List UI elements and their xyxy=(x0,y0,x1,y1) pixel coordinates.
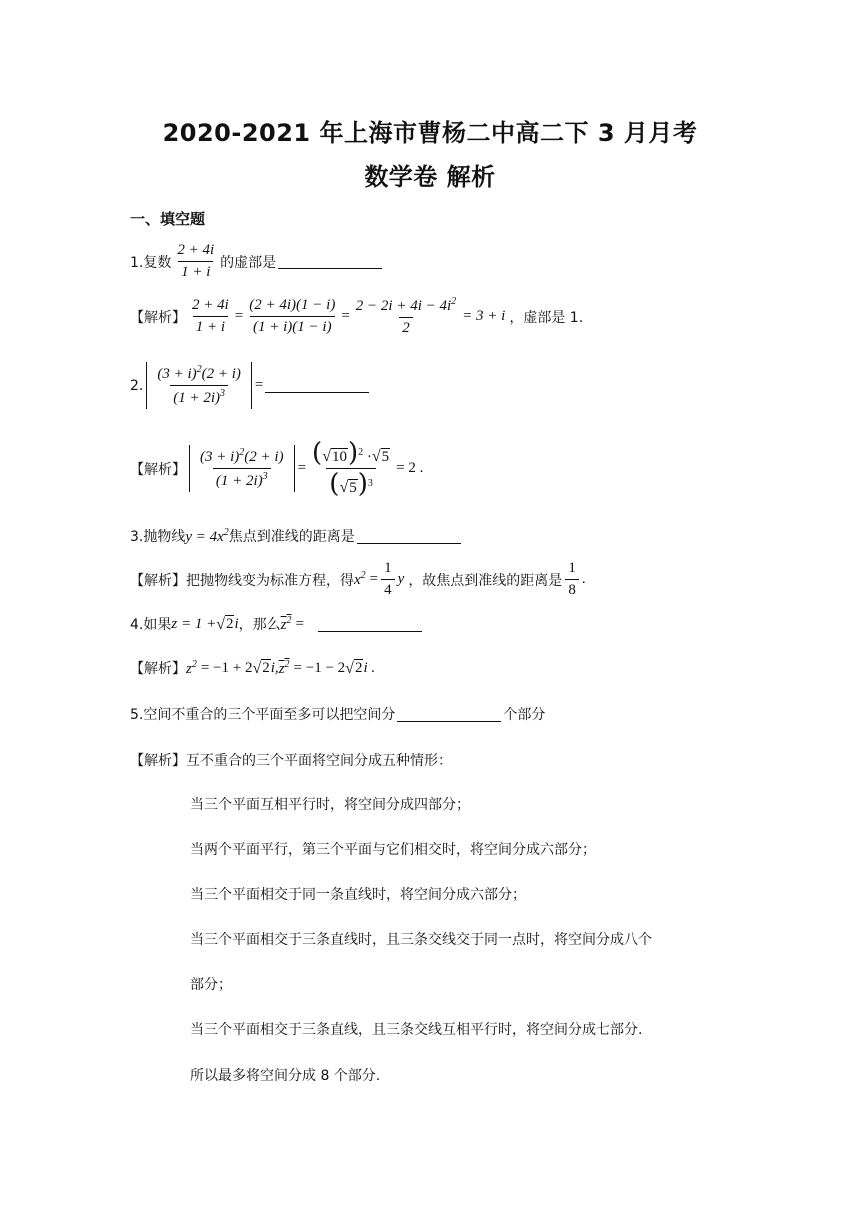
q2-sol-result: = 2 . xyxy=(396,460,424,476)
q3-sol-ans-num: 1 xyxy=(568,560,576,576)
q5-sol-intro: 互不重合的三个平面将空间分成五种情形： xyxy=(186,753,452,769)
q1-sol-frac-3 xyxy=(353,296,459,337)
q2-abs-value xyxy=(146,362,252,409)
q2-sol-rad-5: 5 xyxy=(381,448,390,465)
solution-tag: 【解析】 xyxy=(130,753,186,769)
question-1 xyxy=(130,242,384,281)
q4-sol-sqrt-1: √ 2 xyxy=(252,659,270,677)
q4-expr-b: i xyxy=(234,615,239,632)
solution-1 xyxy=(130,296,583,337)
q2-sol-rhs-num: ( √ 10 )$^2$ · √ 5 xyxy=(312,438,390,468)
solution-tag: 【解析】 xyxy=(130,661,186,677)
solution-2 xyxy=(130,440,423,497)
q3-sol-y: y xyxy=(397,571,405,587)
q2-sol-lhs-den: $(1 + 2i)^3$ xyxy=(213,468,271,490)
q1-sol-frac-1-num: 2 + 4i xyxy=(192,297,229,313)
q5-case-3: 当三个平面相交于同一条直线时，将空间分成六部分； xyxy=(190,887,526,903)
q4-zbar-text: z xyxy=(280,616,287,633)
q1-fraction xyxy=(174,242,217,281)
q3-expr: $y = 4x^2$ xyxy=(185,526,229,545)
q4-rad-text: 2 xyxy=(225,616,234,633)
equals-sign: = xyxy=(254,377,264,393)
q4-sol-rad-1: 2 xyxy=(262,660,270,677)
q1-sol-frac-2 xyxy=(246,297,338,336)
answer-blank xyxy=(397,707,501,722)
q5-conclusion: 所以最多将空间分成 8 个部分. xyxy=(190,1068,381,1084)
answer-blank xyxy=(318,617,422,632)
question-4 xyxy=(130,614,424,634)
q5-case-1: 当三个平面互相平行时，将空间分成四部分； xyxy=(190,797,470,813)
q3-sol-end: . xyxy=(581,571,586,587)
q4-sqrt: √ 2 xyxy=(216,615,234,633)
q5-case-5: 当三个平面相交于三条直线，且三条交线互相平行时，将空间分成七部分. xyxy=(190,1022,643,1038)
equals-sign: = xyxy=(341,308,350,324)
q3-suffix: 焦点到准线的距离是 xyxy=(228,529,355,545)
q5-case-4: 当三个平面相交于三条直线时，且三条交线交于同一点时，将空间分成八个 xyxy=(190,932,652,948)
q1-sol-frac-3-num: $2 - 2i + 4i - 4i^2$ xyxy=(355,296,457,314)
q4-sol-z: $z^2$ xyxy=(186,658,197,677)
q3-sol-frac xyxy=(381,560,395,599)
q4-prefix: 4.如果 xyxy=(130,617,172,633)
q2-fraction xyxy=(154,364,244,407)
solution-tag: 【解析】 xyxy=(130,309,186,326)
q4-sol-zbar: $z^2$ xyxy=(278,658,290,677)
equals-sign: = xyxy=(295,615,304,632)
q2-sol-abs xyxy=(189,445,295,492)
solution-5 xyxy=(130,750,452,770)
q3-sol-x-text: x xyxy=(354,572,361,588)
q1-suffix: 的虚部是 xyxy=(220,254,277,271)
q5-case-4-cont: 部分； xyxy=(190,977,232,993)
question-2 xyxy=(130,362,371,409)
q4-sol-h: i . xyxy=(363,659,376,676)
q2-fraction-den: $(1 + 2i)^3$ xyxy=(170,385,228,407)
q4-zbar: $z^2$ xyxy=(280,614,292,633)
answer-blank xyxy=(278,254,382,269)
solution-tag: 【解析】 xyxy=(130,461,186,478)
q4-sol-sqrt-2: √ 2 xyxy=(345,659,363,677)
solution-4 xyxy=(130,658,375,678)
question-5 xyxy=(130,704,545,724)
q2-num-a: (3 + i) xyxy=(157,366,197,382)
q1-sol-frac-3-num-text: 2 − 2i + 4i − 4i xyxy=(355,298,452,314)
q2-sol-lhs-fraction xyxy=(197,447,287,490)
q2-sol-rhs-den: ( √ 5 )$^3$ xyxy=(326,468,376,497)
q4-sol-rad-2: 2 xyxy=(354,660,363,677)
q4-sol-f: = −1 − 2 xyxy=(293,659,346,676)
solution-3 xyxy=(130,560,586,599)
q3-sol-x: $x^2$ xyxy=(354,570,366,588)
q1-sol-suffix: ，虚部是 1. xyxy=(509,309,584,326)
q2-prefix: 2. xyxy=(130,377,144,394)
doc-title-line2: 数学卷 解析 xyxy=(364,163,496,191)
q3-sol-answer xyxy=(565,560,579,599)
equals-sign: = xyxy=(369,571,379,587)
equals-sign: = xyxy=(234,308,244,324)
equals-sign: = xyxy=(297,460,307,476)
q1-sol-frac-2-den: (1 + i)(1 − i) xyxy=(250,316,335,336)
solution-tag: 【解析】 xyxy=(130,572,186,589)
q4-sol-d: i, xyxy=(270,659,279,676)
q1-fraction-den: 1 + i xyxy=(178,261,213,281)
q1-sol-frac-1 xyxy=(189,297,232,336)
answer-blank xyxy=(357,529,461,544)
q3-expr-text: y = 4x xyxy=(185,528,224,545)
q5-suffix: 个部分 xyxy=(503,707,546,723)
q1-prefix: 1.复数 xyxy=(130,254,172,271)
q3-prefix: 3.抛物线 xyxy=(130,529,186,545)
q2-fraction-num: $(3 + i)^2(2 + i)$ xyxy=(157,364,241,382)
q2-sol-rad-den: 5 xyxy=(349,479,357,496)
q2-sol-num-b: (2 + i) xyxy=(244,449,284,465)
q4-mid: ，那么 xyxy=(238,617,281,633)
q4-sol-b: = −1 + 2 xyxy=(200,659,253,676)
q4-sol-z-text: z xyxy=(186,660,192,677)
q4-sol-zbar-text: z xyxy=(278,660,285,677)
q2-sol-den-text: (1 + 2i) xyxy=(215,473,263,489)
q1-sol-frac-1-den: 1 + i xyxy=(193,316,228,336)
q3-sol-frac-num: 1 xyxy=(384,560,392,576)
q2-sol-rhs-fraction xyxy=(309,440,393,497)
q2-sol-num-a: (3 + i) xyxy=(200,449,240,465)
q4-expr-a: z = 1 + xyxy=(171,615,217,632)
q3-sol-frac-den: 4 xyxy=(381,579,395,599)
answer-blank xyxy=(265,378,369,393)
q1-sol-result: = 3 + i xyxy=(462,308,506,324)
q2-den-text: (1 + 2i) xyxy=(173,390,221,406)
doc-title-line1: 2020-2021 年上海市曹杨二中高二下 3 月月考 xyxy=(162,119,698,147)
q2-sol-rad-10: 10 xyxy=(331,448,347,465)
q3-sol-text: 把抛物线变为标准方程，得 xyxy=(186,572,354,589)
q3-sol-text2: ，故焦点到准线的距离是 xyxy=(408,572,563,589)
q1-fraction-num: 2 + 4i xyxy=(177,242,215,258)
q1-sol-frac-2-num: (2 + 4i)(1 − i) xyxy=(249,297,336,313)
q2-sol-lhs-num: $(3 + i)^2(2 + i)$ xyxy=(200,447,284,465)
q5-case-2: 当两个平面平行，第三个平面与它们相交时，将空间分成六部分； xyxy=(190,842,596,858)
q1-sol-frac-3-den: 2 xyxy=(399,317,413,337)
section-heading: 一、填空题 xyxy=(130,210,206,228)
q2-num-b: (2 + i) xyxy=(201,366,241,382)
question-3 xyxy=(130,526,463,546)
q5-prefix: 5.空间不重合的三个平面至多可以把空间分 xyxy=(130,707,396,723)
q3-sol-ans-den: 8 xyxy=(565,579,579,599)
